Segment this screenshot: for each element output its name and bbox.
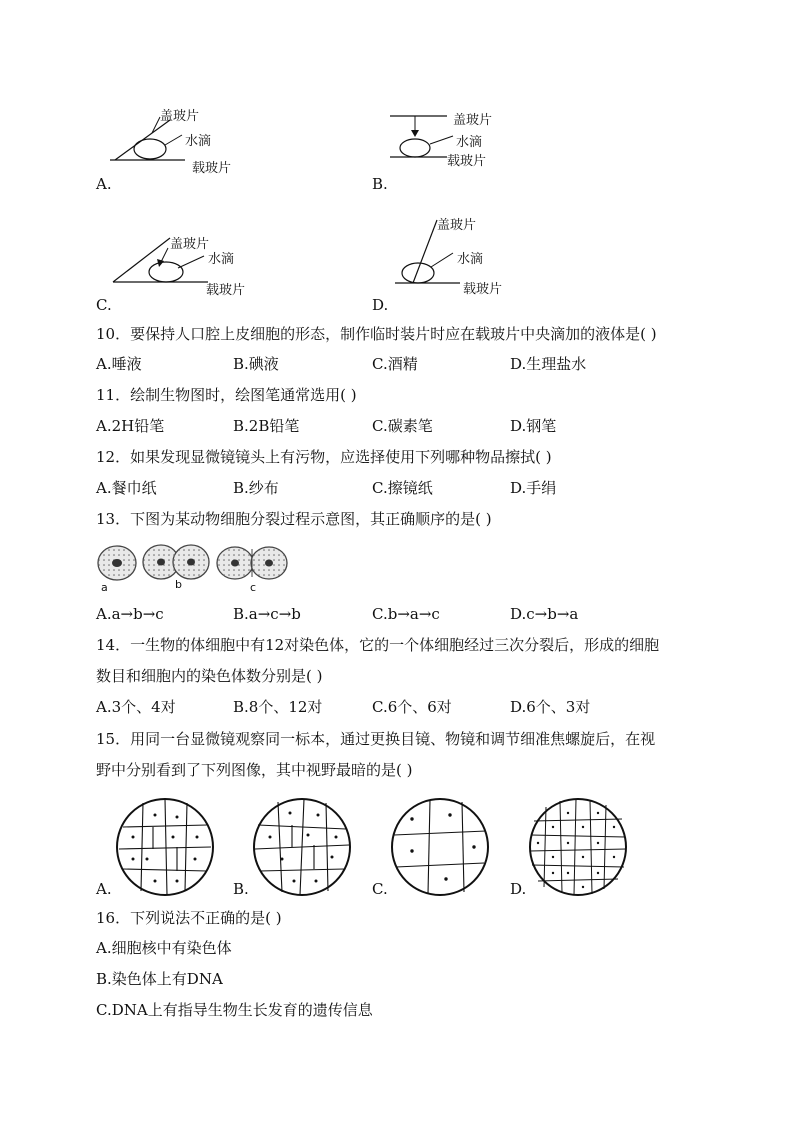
q12-option-c: C.擦镜纸: [372, 479, 433, 497]
label-slide: 载玻片: [206, 283, 246, 298]
microscope-view-d: [528, 797, 628, 897]
label-slide: 载玻片: [463, 282, 503, 297]
label-cover-glass: 盖玻片: [170, 237, 210, 252]
q11-option-c: C.碳素笔: [372, 417, 433, 435]
question-15-stem-line2: 野中分别看到了下列图像，其中视野最暗的是( ): [96, 761, 413, 779]
question-11-stem: 11．绘制生物图时，绘图笔通常选用( ): [96, 386, 357, 404]
label-water-drop: 水滴: [185, 134, 212, 149]
label-slide: 载玻片: [447, 154, 487, 169]
cell-a: [98, 546, 136, 580]
q14-option-b: B.8个、12对: [233, 698, 323, 716]
label-cover-glass: 盖玻片: [453, 113, 493, 128]
question-10-stem: 10．要保持人口腔上皮细胞的形态，制作临时装片时应在载玻片中央滴加的液体是( ): [96, 325, 657, 343]
label-water-drop: 水滴: [457, 252, 484, 267]
q15-option-a: A.: [96, 880, 112, 898]
label-cover-glass: 盖玻片: [160, 109, 200, 124]
q11-option-a: A.2H铅笔: [96, 417, 165, 435]
label-water-drop: 水滴: [456, 135, 483, 150]
q11-option-d: D.钢笔: [510, 417, 557, 435]
microscope-view-a: [115, 797, 215, 897]
q14-option-a: A.3个、4对: [96, 698, 176, 716]
cell-c: [217, 547, 287, 579]
q13-option-a: A.a→b→c: [96, 605, 164, 623]
microscope-view-b: [252, 797, 352, 897]
q9-option-c-label: C.: [96, 296, 112, 314]
q12-option-b: B.纱布: [233, 479, 279, 497]
question-12-stem: 12．如果发现显微镜镜头上有污物，应选择使用下列哪种物品擦拭( ): [96, 448, 552, 466]
question-16-stem: 16．下列说法不正确的是( ): [96, 909, 282, 927]
q10-option-b: B.碘液: [233, 355, 279, 373]
q13-option-d: D.c→b→a: [510, 605, 579, 623]
q12-option-a: A.餐巾纸: [96, 479, 157, 497]
question-14-stem-line2: 数目和细胞内的染色体数分别是( ): [96, 667, 323, 685]
q13-option-c: C.b→a→c: [372, 605, 440, 623]
label-slide: 载玻片: [192, 161, 232, 176]
cell-label-a: a: [101, 581, 108, 594]
cell-division-figure: [97, 543, 297, 593]
cell-label-c: c: [250, 581, 257, 594]
q16-option-a: A.细胞核中有染色体: [96, 939, 232, 957]
q16-option-c: C.DNA上有指导生物生长发育的遗传信息: [96, 1001, 373, 1019]
cell-label-b: b: [175, 578, 182, 591]
q10-option-c: C.酒精: [372, 355, 418, 373]
q10-option-a: A.唾液: [96, 355, 142, 373]
question-14-stem-line1: 14．一生物的体细胞中有12对染色体，它的一个体细胞经过三次分裂后，形成的细胞: [96, 636, 660, 654]
q9-option-a-label: A.: [96, 175, 112, 193]
q15-option-b: B.: [233, 880, 249, 898]
q9-option-d-label: D.: [372, 296, 389, 314]
q9-option-b-label: B.: [372, 175, 388, 193]
cell-b: [143, 545, 209, 579]
question-15-stem-line1: 15．用同一台显微镜观察同一标本，通过更换目镜、物镜和调节细准焦螺旋后，在视: [96, 730, 656, 748]
q15-option-c: C.: [372, 880, 388, 898]
q12-option-d: D.手绢: [510, 479, 557, 497]
question-13-stem: 13．下图为某动物细胞分裂过程示意图，其正确顺序的是( ): [96, 510, 492, 528]
q15-option-d: D.: [510, 880, 527, 898]
q14-option-d: D.6个、3对: [510, 698, 591, 716]
microscope-view-c: [390, 797, 490, 897]
q14-option-c: C.6个、6对: [372, 698, 452, 716]
q11-option-b: B.2B铅笔: [233, 417, 300, 435]
q16-option-b: B.染色体上有DNA: [96, 970, 223, 988]
q10-option-d: D.生理盐水: [510, 355, 587, 373]
label-cover-glass: 盖玻片: [437, 218, 477, 233]
q13-option-b: B.a→c→b: [233, 605, 301, 623]
label-water-drop: 水滴: [208, 252, 235, 267]
